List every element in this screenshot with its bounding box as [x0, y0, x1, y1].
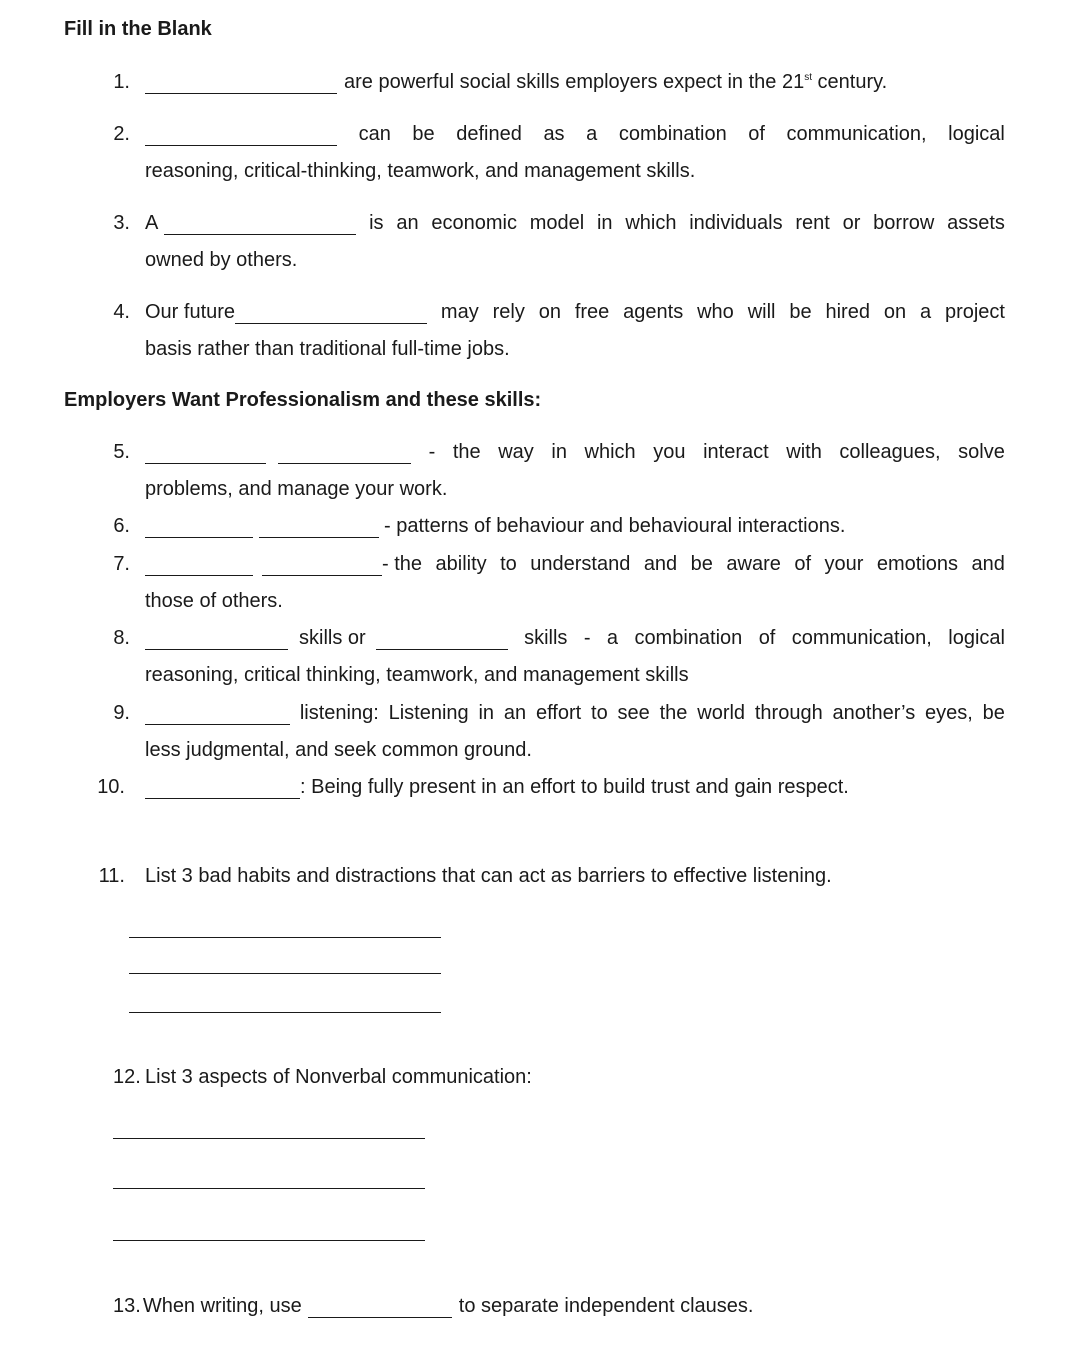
word: hired	[825, 301, 870, 323]
word: combination	[634, 627, 743, 649]
word: emotions	[876, 553, 959, 575]
word: an	[503, 702, 527, 724]
question-8-continuation: reasoning, critical thinking, teamwork, and management skills	[145, 664, 689, 686]
answer-blank[interactable]	[164, 214, 356, 235]
question-5	[145, 440, 1005, 464]
word: your	[824, 553, 864, 575]
word: world	[697, 702, 746, 724]
word: another’s	[832, 702, 916, 724]
question-2	[145, 122, 1005, 146]
word: - the	[382, 553, 423, 575]
word: communication,	[791, 627, 932, 649]
answer-blank[interactable]	[145, 443, 266, 464]
word: is	[369, 212, 384, 234]
question-3-start	[145, 212, 356, 235]
word: combination	[618, 123, 727, 145]
word: the	[452, 441, 481, 463]
word: colleagues,	[839, 441, 941, 463]
word: an	[396, 212, 419, 234]
word: of	[794, 553, 812, 575]
answer-line[interactable]	[113, 1188, 425, 1189]
question-10-text: : Being fully present in an effort to build trust and gain respect.	[300, 776, 849, 798]
question-7-number: 7.	[113, 553, 130, 575]
answer-blank[interactable]	[145, 517, 253, 538]
question-5-number: 5.	[113, 441, 130, 463]
word: be	[789, 301, 812, 323]
word: may	[440, 301, 479, 323]
answer-blank[interactable]	[145, 629, 288, 650]
question-9-continuation: less judgmental, and seek common ground.	[145, 739, 532, 761]
word: a	[586, 123, 598, 145]
question-1-number: 1.	[113, 71, 130, 93]
word: individuals	[689, 212, 783, 234]
word: and	[971, 553, 1005, 575]
word: in	[596, 212, 613, 234]
answer-blank[interactable]	[259, 517, 379, 538]
question-13-number: 13.	[113, 1295, 141, 1317]
question-8-mid-text: skills or	[299, 627, 366, 649]
answer-blank[interactable]	[145, 73, 337, 94]
answer-blank[interactable]	[145, 704, 290, 725]
question-12-number: 12.	[113, 1066, 141, 1088]
word: in	[478, 702, 495, 724]
answer-blank[interactable]	[376, 629, 508, 650]
word: defined	[456, 123, 522, 145]
word: communication,	[786, 123, 927, 145]
question-4	[145, 300, 1005, 324]
question-4-number: 4.	[113, 301, 130, 323]
word: eyes,	[925, 702, 973, 724]
question-13-prefix: When writing, use	[142, 1295, 302, 1317]
word: -	[583, 627, 591, 649]
answer-blank[interactable]	[145, 125, 337, 146]
word: logical	[948, 123, 1005, 145]
word: can	[358, 123, 391, 145]
word: A	[145, 212, 159, 234]
section-heading-employers-want: Employers Want Professionalism and these skills:	[64, 389, 542, 411]
question-5-blanks	[145, 443, 411, 464]
question-7-start	[145, 553, 422, 576]
question-8	[145, 626, 1005, 650]
word: which	[625, 212, 677, 234]
word: or	[842, 212, 861, 234]
question-9-number: 9.	[113, 702, 130, 724]
question-8-start	[145, 627, 508, 650]
question-3-continuation: owned by others.	[145, 249, 298, 271]
word: economic	[431, 212, 517, 234]
question-7	[145, 552, 1005, 576]
word: on	[883, 301, 907, 323]
question-1	[145, 70, 1005, 94]
word: Listening	[388, 702, 469, 724]
word: listening:	[299, 702, 379, 724]
word: ability	[435, 553, 487, 575]
word: be	[412, 123, 435, 145]
word: and	[643, 553, 678, 575]
word: in	[551, 441, 567, 463]
question-2-number: 2.	[113, 123, 130, 145]
answer-blank[interactable]	[262, 555, 382, 576]
word: who	[697, 301, 734, 323]
question-1-text: are powerful social skills employers expect in the 21st century.	[344, 71, 888, 93]
question-4-start	[145, 301, 427, 324]
word: rent	[795, 212, 830, 234]
question-10-number: 10.	[97, 776, 125, 798]
question-9	[145, 701, 1005, 725]
word: a	[919, 301, 932, 323]
word: model	[529, 212, 585, 234]
question-13-suffix: to separate independent clauses.	[458, 1295, 754, 1317]
word: which	[584, 441, 636, 463]
question-13	[113, 1295, 753, 1318]
answer-line[interactable]	[113, 1240, 425, 1241]
word: through	[754, 702, 823, 724]
answer-blank[interactable]	[235, 303, 427, 324]
answer-line[interactable]	[129, 1012, 441, 1013]
word: the	[659, 702, 688, 724]
word: a	[606, 627, 619, 649]
word: project	[944, 301, 1005, 323]
section-heading-fill-in-blank: Fill in the Blank	[64, 18, 212, 40]
word: borrow	[873, 212, 935, 234]
word: logical	[948, 627, 1005, 649]
word: skills	[524, 627, 568, 649]
word: way	[498, 441, 534, 463]
question-2-continuation: reasoning, critical-thinking, teamwork, and management skills.	[145, 160, 696, 182]
question-12-text: List 3 aspects of Nonverbal communication:	[145, 1066, 532, 1088]
question-6-text: - patterns of behaviour and behavioural interactions.	[384, 515, 846, 537]
word: agents	[623, 301, 684, 323]
answer-line[interactable]	[113, 1138, 425, 1139]
word: be	[690, 553, 713, 575]
word: as	[543, 123, 565, 145]
word: -	[428, 441, 436, 463]
question-3-number: 3.	[113, 212, 130, 234]
word: see	[617, 702, 650, 724]
word: rely	[492, 301, 525, 323]
answer-blank[interactable]	[278, 443, 411, 464]
question-7-continuation: those of others.	[145, 590, 283, 612]
question-11-number: 11.	[98, 865, 125, 887]
word: you	[653, 441, 686, 463]
word: interact	[703, 441, 769, 463]
question-8-number: 8.	[113, 627, 130, 649]
word: effort	[535, 702, 582, 724]
word: assets	[947, 212, 1005, 234]
word: aware	[726, 553, 781, 575]
answer-blank[interactable]	[145, 778, 300, 799]
word: be	[982, 702, 1005, 724]
question-11-text: List 3 bad habits and distractions that can act as barriers to effective listening.	[145, 865, 832, 887]
question-4-continuation: basis rather than traditional full-time jobs.	[145, 338, 510, 360]
word: free	[574, 301, 610, 323]
question-5-continuation: problems, and manage your work.	[145, 478, 448, 500]
answer-blank[interactable]	[308, 1297, 452, 1318]
word: to	[591, 702, 608, 724]
word: of	[748, 123, 765, 145]
word: understand	[530, 553, 631, 575]
word: with	[786, 441, 822, 463]
question-6	[145, 514, 1005, 538]
word: will	[747, 301, 776, 323]
question-3	[145, 211, 1005, 235]
answer-line[interactable]	[129, 973, 441, 974]
word: of	[758, 627, 776, 649]
word: on	[538, 301, 561, 323]
word: Our future	[145, 301, 236, 323]
answer-blank[interactable]	[145, 555, 253, 576]
question-10	[145, 775, 1005, 799]
question-6-number: 6.	[113, 515, 130, 537]
word: solve	[958, 441, 1005, 463]
word: to	[500, 553, 517, 575]
answer-line[interactable]	[129, 937, 441, 938]
